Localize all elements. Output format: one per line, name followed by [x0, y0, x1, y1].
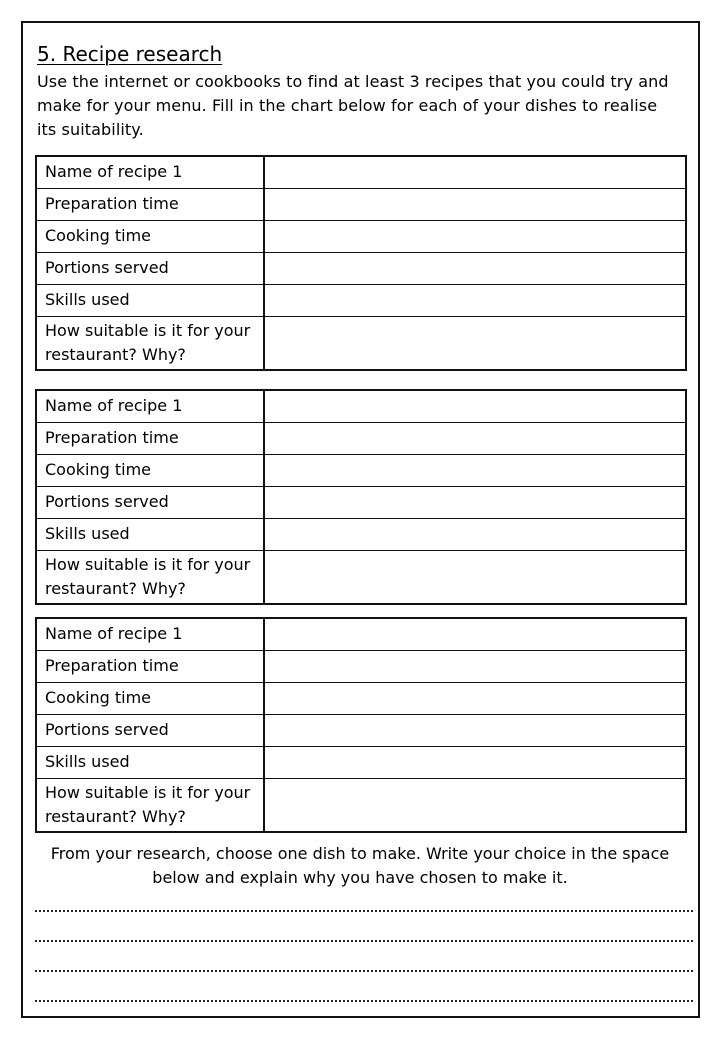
table-row	[36, 714, 686, 746]
table-row	[36, 188, 686, 220]
answer-cell-preparation-time[interactable]	[264, 188, 686, 220]
row-label-preparation-time: Preparation time	[36, 188, 264, 220]
recipe-table-1	[35, 155, 687, 371]
row-label-portions-served: Portions served	[36, 252, 264, 284]
answer-cell-portions-served[interactable]	[264, 252, 686, 284]
table-row	[36, 618, 686, 650]
answer-cell-suitability[interactable]	[264, 778, 686, 832]
recipe-table-2	[35, 389, 687, 605]
table-row	[36, 316, 686, 370]
table-row	[36, 422, 686, 454]
row-label-preparation-time: Preparation time	[36, 422, 264, 454]
answer-cell-portions-served[interactable]	[264, 486, 686, 518]
answer-cell-preparation-time[interactable]	[264, 422, 686, 454]
row-label-suitability: How suitable is it for your restaurant? Why?	[36, 316, 264, 370]
answer-cell-recipe-name[interactable]	[264, 156, 686, 188]
answer-line-1[interactable]	[35, 910, 693, 912]
row-label-portions-served: Portions served	[36, 486, 264, 518]
answer-cell-cooking-time[interactable]	[264, 454, 686, 486]
table-row	[36, 454, 686, 486]
table-row	[36, 518, 686, 550]
table-row	[36, 746, 686, 778]
row-label-cooking-time: Cooking time	[36, 220, 264, 252]
row-label-preparation-time: Preparation time	[36, 650, 264, 682]
instructions-text: Use the internet or cookbooks to find at least 3 recipes that you could try and make for your menu. Fill in the chart below for each of your dishes to realise its suitability.	[37, 72, 669, 139]
answer-line-3[interactable]	[35, 970, 693, 972]
table-row	[36, 220, 686, 252]
answer-cell-preparation-time[interactable]	[264, 650, 686, 682]
answer-cell-skills-used[interactable]	[264, 518, 686, 550]
page-title: 5. Recipe research	[37, 42, 223, 66]
row-label-recipe-name: Name of recipe 1	[36, 156, 264, 188]
answer-cell-suitability[interactable]	[264, 550, 686, 604]
row-label-cooking-time: Cooking time	[36, 682, 264, 714]
answer-cell-recipe-name[interactable]	[264, 618, 686, 650]
answer-line-4[interactable]	[35, 1000, 693, 1002]
recipe-table-3	[35, 617, 687, 833]
table-row	[36, 778, 686, 832]
answer-cell-skills-used[interactable]	[264, 284, 686, 316]
answer-cell-cooking-time[interactable]	[264, 220, 686, 252]
row-label-suitability: How suitable is it for your restaurant? Why?	[36, 778, 264, 832]
row-label-suitability: How suitable is it for your restaurant? Why?	[36, 550, 264, 604]
table-row	[36, 284, 686, 316]
answer-cell-recipe-name[interactable]	[264, 390, 686, 422]
row-label-recipe-name: Name of recipe 1	[36, 618, 264, 650]
row-label-cooking-time: Cooking time	[36, 454, 264, 486]
row-label-skills-used: Skills used	[36, 284, 264, 316]
table-row	[36, 486, 686, 518]
dish-choice-prompt: From your research, choose one dish to make. Write your choice in the space below and explain why you have chosen to make it.	[50, 844, 670, 887]
table-row	[36, 252, 686, 284]
row-label-portions-served: Portions served	[36, 714, 264, 746]
table-row	[36, 682, 686, 714]
answer-cell-cooking-time[interactable]	[264, 682, 686, 714]
table-row	[36, 550, 686, 604]
table-row	[36, 650, 686, 682]
row-label-skills-used: Skills used	[36, 746, 264, 778]
answer-cell-portions-served[interactable]	[264, 714, 686, 746]
answer-cell-suitability[interactable]	[264, 316, 686, 370]
table-row	[36, 390, 686, 422]
row-label-recipe-name: Name of recipe 1	[36, 390, 264, 422]
table-row	[36, 156, 686, 188]
row-label-skills-used: Skills used	[36, 518, 264, 550]
answer-cell-skills-used[interactable]	[264, 746, 686, 778]
answer-line-2[interactable]	[35, 940, 693, 942]
